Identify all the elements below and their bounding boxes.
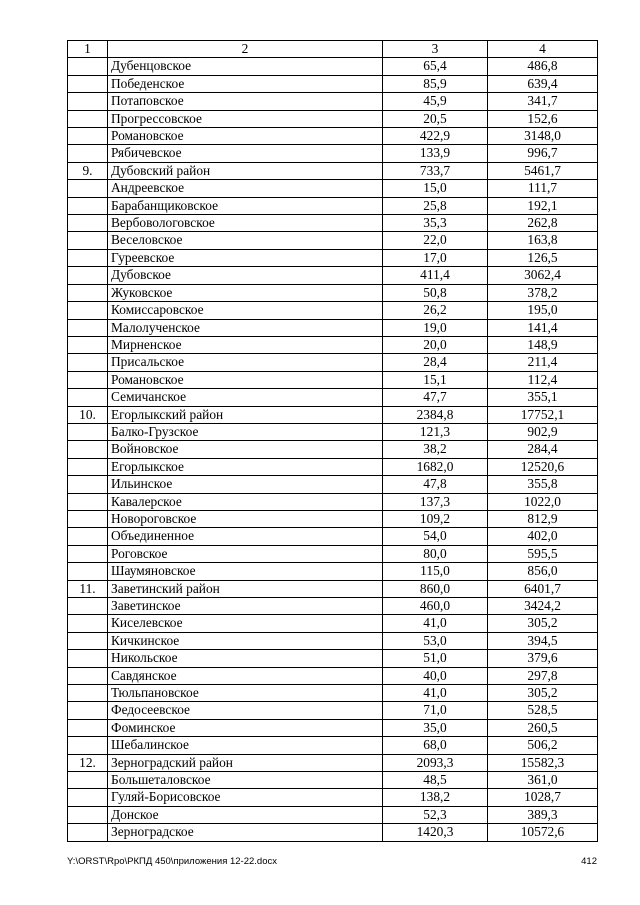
row-value-3: 80,0 bbox=[383, 545, 488, 562]
row-name: Ильинское bbox=[108, 476, 383, 493]
row-name: Мирненское bbox=[108, 336, 383, 353]
row-name: Гуреевское bbox=[108, 249, 383, 266]
row-number bbox=[68, 650, 108, 667]
row-name: Вербовологовское bbox=[108, 215, 383, 232]
table-row bbox=[68, 719, 598, 736]
row-value-3: 460,0 bbox=[383, 598, 488, 615]
row-name: Кавалерское bbox=[108, 493, 383, 510]
table-header-row bbox=[68, 41, 598, 58]
footer-file-path: Y:\ORST\Rpo\РКПД 450\приложения 12-22.docx bbox=[67, 856, 277, 867]
table-row bbox=[68, 580, 598, 597]
row-value-3: 50,8 bbox=[383, 284, 488, 301]
row-value-3: 25,8 bbox=[383, 197, 488, 214]
row-name: Фоминское bbox=[108, 719, 383, 736]
row-value-4: 902,9 bbox=[488, 423, 598, 440]
table-row bbox=[68, 667, 598, 684]
data-table bbox=[67, 40, 598, 842]
row-value-3: 71,0 bbox=[383, 702, 488, 719]
table-row bbox=[68, 232, 598, 249]
row-value-3: 38,2 bbox=[383, 441, 488, 458]
row-number: 12. bbox=[68, 754, 108, 771]
row-number bbox=[68, 145, 108, 162]
table-row bbox=[68, 249, 598, 266]
table-row bbox=[68, 685, 598, 702]
row-value-4: 639,4 bbox=[488, 75, 598, 92]
row-value-4: 152,6 bbox=[488, 110, 598, 127]
row-value-3: 54,0 bbox=[383, 528, 488, 545]
row-name: Зерноградский район bbox=[108, 754, 383, 771]
row-value-4: 506,2 bbox=[488, 737, 598, 754]
row-number bbox=[68, 389, 108, 406]
row-name: Дубовский район bbox=[108, 162, 383, 179]
row-number bbox=[68, 197, 108, 214]
row-value-4: 1028,7 bbox=[488, 789, 598, 806]
row-number bbox=[68, 545, 108, 562]
row-value-4: 1022,0 bbox=[488, 493, 598, 510]
row-value-4: 379,6 bbox=[488, 650, 598, 667]
row-value-4: 3424,2 bbox=[488, 598, 598, 615]
row-name: Малолученское bbox=[108, 319, 383, 336]
row-number bbox=[68, 302, 108, 319]
row-name: Прогрессовское bbox=[108, 110, 383, 127]
row-value-3: 41,0 bbox=[383, 685, 488, 702]
table-row bbox=[68, 319, 598, 336]
row-number bbox=[68, 371, 108, 388]
table-row bbox=[68, 615, 598, 632]
row-value-3: 15,0 bbox=[383, 180, 488, 197]
row-name: Андреевское bbox=[108, 180, 383, 197]
table-row bbox=[68, 806, 598, 823]
row-value-4: 192,1 bbox=[488, 197, 598, 214]
table-row bbox=[68, 772, 598, 789]
table-row bbox=[68, 789, 598, 806]
row-number bbox=[68, 458, 108, 475]
row-value-4: 3062,4 bbox=[488, 267, 598, 284]
row-name: Егорлыкский район bbox=[108, 406, 383, 423]
table-row bbox=[68, 441, 598, 458]
row-number bbox=[68, 667, 108, 684]
table-row bbox=[68, 354, 598, 371]
row-value-4: 163,8 bbox=[488, 232, 598, 249]
table-row bbox=[68, 528, 598, 545]
row-value-4: 402,0 bbox=[488, 528, 598, 545]
row-value-4: 528,5 bbox=[488, 702, 598, 719]
row-number bbox=[68, 423, 108, 440]
table-row bbox=[68, 197, 598, 214]
row-value-4: 260,5 bbox=[488, 719, 598, 736]
row-number bbox=[68, 806, 108, 823]
row-number bbox=[68, 319, 108, 336]
row-value-3: 28,4 bbox=[383, 354, 488, 371]
table-row bbox=[68, 754, 598, 771]
row-number bbox=[68, 737, 108, 754]
row-value-3: 51,0 bbox=[383, 650, 488, 667]
row-number bbox=[68, 215, 108, 232]
row-number bbox=[68, 128, 108, 145]
table-row bbox=[68, 545, 598, 562]
header-col-2: 2 bbox=[108, 41, 383, 58]
table-row bbox=[68, 336, 598, 353]
row-value-3: 138,2 bbox=[383, 789, 488, 806]
row-value-3: 411,4 bbox=[383, 267, 488, 284]
row-number bbox=[68, 58, 108, 75]
row-value-3: 860,0 bbox=[383, 580, 488, 597]
row-name: Победенское bbox=[108, 75, 383, 92]
row-name: Гуляй-Борисовское bbox=[108, 789, 383, 806]
row-value-3: 17,0 bbox=[383, 249, 488, 266]
table-row bbox=[68, 737, 598, 754]
table-row bbox=[68, 598, 598, 615]
row-value-3: 47,8 bbox=[383, 476, 488, 493]
row-number bbox=[68, 789, 108, 806]
row-value-4: 284,4 bbox=[488, 441, 598, 458]
row-value-4: 305,2 bbox=[488, 615, 598, 632]
row-number bbox=[68, 615, 108, 632]
row-value-3: 45,9 bbox=[383, 93, 488, 110]
footer-page-number: 412 bbox=[581, 856, 597, 867]
row-value-3: 35,3 bbox=[383, 215, 488, 232]
table-row bbox=[68, 302, 598, 319]
row-value-3: 121,3 bbox=[383, 423, 488, 440]
table-row bbox=[68, 58, 598, 75]
row-value-4: 394,5 bbox=[488, 632, 598, 649]
row-value-4: 856,0 bbox=[488, 563, 598, 580]
row-number bbox=[68, 441, 108, 458]
table-row bbox=[68, 650, 598, 667]
row-value-4: 15582,3 bbox=[488, 754, 598, 771]
table-row bbox=[68, 423, 598, 440]
table-row bbox=[68, 476, 598, 493]
row-number bbox=[68, 232, 108, 249]
row-value-3: 41,0 bbox=[383, 615, 488, 632]
row-value-4: 378,2 bbox=[488, 284, 598, 301]
row-value-4: 486,8 bbox=[488, 58, 598, 75]
table-row bbox=[68, 824, 598, 841]
row-value-3: 2384,8 bbox=[383, 406, 488, 423]
row-name: Никольское bbox=[108, 650, 383, 667]
row-value-3: 1682,0 bbox=[383, 458, 488, 475]
row-name: Дубенцовское bbox=[108, 58, 383, 75]
row-value-3: 137,3 bbox=[383, 493, 488, 510]
row-number bbox=[68, 528, 108, 545]
row-number bbox=[68, 772, 108, 789]
row-name: Комиссаровское bbox=[108, 302, 383, 319]
row-name: Новороговское bbox=[108, 510, 383, 527]
row-number bbox=[68, 632, 108, 649]
row-name: Большеталовское bbox=[108, 772, 383, 789]
table-row bbox=[68, 162, 598, 179]
table-row bbox=[68, 563, 598, 580]
row-number bbox=[68, 267, 108, 284]
row-value-3: 52,3 bbox=[383, 806, 488, 823]
row-value-4: 141,4 bbox=[488, 319, 598, 336]
row-value-3: 48,5 bbox=[383, 772, 488, 789]
row-name: Савдянское bbox=[108, 667, 383, 684]
row-number bbox=[68, 510, 108, 527]
row-value-3: 20,5 bbox=[383, 110, 488, 127]
row-value-4: 17752,1 bbox=[488, 406, 598, 423]
row-value-4: 12520,6 bbox=[488, 458, 598, 475]
row-value-3: 109,2 bbox=[383, 510, 488, 527]
row-name: Донское bbox=[108, 806, 383, 823]
row-value-3: 68,0 bbox=[383, 737, 488, 754]
row-value-4: 297,8 bbox=[488, 667, 598, 684]
row-name: Романовское bbox=[108, 128, 383, 145]
row-value-4: 10572,6 bbox=[488, 824, 598, 841]
row-value-4: 595,5 bbox=[488, 545, 598, 562]
table-row bbox=[68, 180, 598, 197]
row-number: 11. bbox=[68, 580, 108, 597]
row-value-4: 5461,7 bbox=[488, 162, 598, 179]
row-number bbox=[68, 284, 108, 301]
row-value-4: 355,1 bbox=[488, 389, 598, 406]
row-name: Объединенное bbox=[108, 528, 383, 545]
row-value-4: 341,7 bbox=[488, 93, 598, 110]
row-value-4: 6401,7 bbox=[488, 580, 598, 597]
row-value-4: 112,4 bbox=[488, 371, 598, 388]
row-name: Семичанское bbox=[108, 389, 383, 406]
row-number bbox=[68, 598, 108, 615]
row-name: Федосеевское bbox=[108, 702, 383, 719]
row-value-3: 1420,3 bbox=[383, 824, 488, 841]
row-value-4: 148,9 bbox=[488, 336, 598, 353]
row-number: 9. bbox=[68, 162, 108, 179]
row-name: Дубовское bbox=[108, 267, 383, 284]
row-value-4: 3148,0 bbox=[488, 128, 598, 145]
header-col-3: 3 bbox=[383, 41, 488, 58]
row-name: Заветинское bbox=[108, 598, 383, 615]
table-body bbox=[68, 41, 598, 842]
row-number bbox=[68, 493, 108, 510]
row-name: Романовское bbox=[108, 371, 383, 388]
table-row bbox=[68, 510, 598, 527]
table-row bbox=[68, 110, 598, 127]
row-number bbox=[68, 702, 108, 719]
row-number bbox=[68, 93, 108, 110]
table-row bbox=[68, 406, 598, 423]
row-number bbox=[68, 354, 108, 371]
row-value-3: 47,7 bbox=[383, 389, 488, 406]
row-name: Потаповское bbox=[108, 93, 383, 110]
row-name: Зерноградское bbox=[108, 824, 383, 841]
row-number bbox=[68, 249, 108, 266]
header-col-4: 4 bbox=[488, 41, 598, 58]
table-row bbox=[68, 75, 598, 92]
row-value-4: 111,7 bbox=[488, 180, 598, 197]
row-value-3: 53,0 bbox=[383, 632, 488, 649]
row-name: Войновское bbox=[108, 441, 383, 458]
row-name: Рябичевское bbox=[108, 145, 383, 162]
row-name: Заветинский район bbox=[108, 580, 383, 597]
row-name: Барабанщиковское bbox=[108, 197, 383, 214]
row-number bbox=[68, 563, 108, 580]
row-number bbox=[68, 824, 108, 841]
row-value-3: 26,2 bbox=[383, 302, 488, 319]
row-value-3: 40,0 bbox=[383, 667, 488, 684]
row-value-3: 422,9 bbox=[383, 128, 488, 145]
row-value-4: 812,9 bbox=[488, 510, 598, 527]
row-value-4: 389,3 bbox=[488, 806, 598, 823]
row-value-4: 211,4 bbox=[488, 354, 598, 371]
row-name: Веселовское bbox=[108, 232, 383, 249]
row-number bbox=[68, 75, 108, 92]
row-value-3: 115,0 bbox=[383, 563, 488, 580]
row-name: Присальское bbox=[108, 354, 383, 371]
row-name: Кичкинское bbox=[108, 632, 383, 649]
row-value-4: 355,8 bbox=[488, 476, 598, 493]
table-row bbox=[68, 371, 598, 388]
table-row bbox=[68, 632, 598, 649]
row-value-4: 305,2 bbox=[488, 685, 598, 702]
row-value-3: 15,1 bbox=[383, 371, 488, 388]
row-value-3: 22,0 bbox=[383, 232, 488, 249]
row-name: Роговское bbox=[108, 545, 383, 562]
table-row bbox=[68, 128, 598, 145]
table-row bbox=[68, 215, 598, 232]
row-number bbox=[68, 336, 108, 353]
row-name: Тюльпановское bbox=[108, 685, 383, 702]
table-row bbox=[68, 284, 598, 301]
row-name: Жуковское bbox=[108, 284, 383, 301]
row-value-4: 996,7 bbox=[488, 145, 598, 162]
row-value-3: 65,4 bbox=[383, 58, 488, 75]
row-number bbox=[68, 685, 108, 702]
row-number bbox=[68, 110, 108, 127]
table-row bbox=[68, 93, 598, 110]
row-value-4: 361,0 bbox=[488, 772, 598, 789]
table-row bbox=[68, 267, 598, 284]
table-row bbox=[68, 145, 598, 162]
row-value-4: 126,5 bbox=[488, 249, 598, 266]
header-col-1: 1 bbox=[68, 41, 108, 58]
row-value-3: 19,0 bbox=[383, 319, 488, 336]
row-value-3: 733,7 bbox=[383, 162, 488, 179]
row-value-4: 195,0 bbox=[488, 302, 598, 319]
row-number: 10. bbox=[68, 406, 108, 423]
table-row bbox=[68, 702, 598, 719]
row-value-3: 85,9 bbox=[383, 75, 488, 92]
row-value-3: 20,0 bbox=[383, 336, 488, 353]
row-name: Шаумяновское bbox=[108, 563, 383, 580]
row-value-3: 2093,3 bbox=[383, 754, 488, 771]
row-name: Шебалинское bbox=[108, 737, 383, 754]
table-row bbox=[68, 493, 598, 510]
row-value-4: 262,8 bbox=[488, 215, 598, 232]
row-number bbox=[68, 180, 108, 197]
row-name: Киселевское bbox=[108, 615, 383, 632]
row-value-3: 35,0 bbox=[383, 719, 488, 736]
row-number bbox=[68, 719, 108, 736]
row-name: Балко-Грузское bbox=[108, 423, 383, 440]
table-row bbox=[68, 458, 598, 475]
table-row bbox=[68, 389, 598, 406]
row-value-3: 133,9 bbox=[383, 145, 488, 162]
row-number bbox=[68, 476, 108, 493]
row-name: Егорлыкское bbox=[108, 458, 383, 475]
